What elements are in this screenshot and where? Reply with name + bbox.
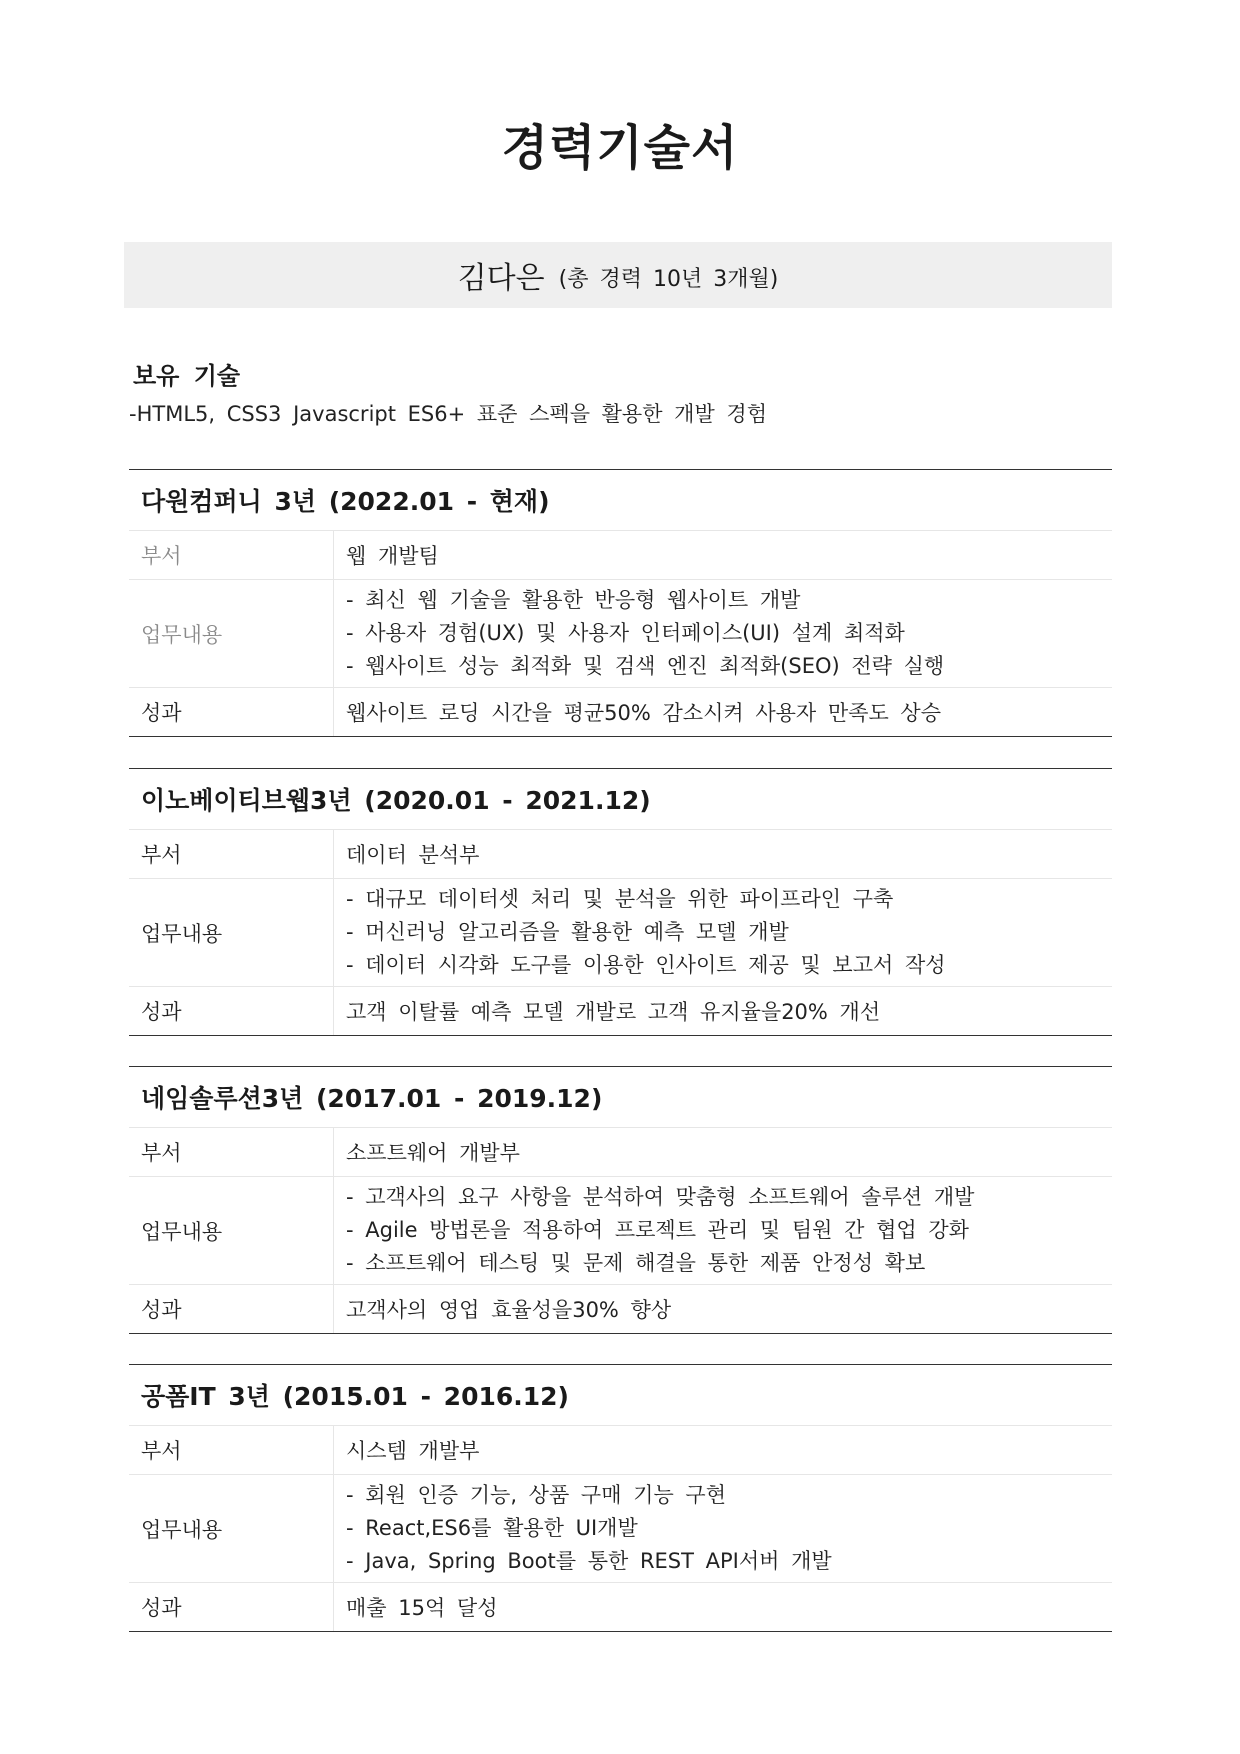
department-label: 부서 xyxy=(129,531,334,579)
duty-item: - Agile 방법론을 적용하여 프로젝트 관리 및 팀원 간 협업 강화 xyxy=(346,1218,969,1242)
duties-row xyxy=(129,1177,1112,1285)
career-header: 다원컴퍼니 3년 (2022.01 - 현재) xyxy=(129,470,1112,531)
duties-label: 업무내용 xyxy=(129,580,334,687)
duty-item: - 머신러닝 알고리즘을 활용한 예측 모델 개발 xyxy=(346,920,789,944)
duty-item: - Java, Spring Boot를 통한 REST API서버 개발 xyxy=(346,1549,832,1573)
career-block xyxy=(129,768,1112,1036)
duties-label: 업무내용 xyxy=(129,1177,334,1284)
total-career: (총 경력 10년 3개월) xyxy=(558,266,779,292)
duty-item: - 웹사이트 성능 최적화 및 검색 엔진 최적화(SEO) 전략 실행 xyxy=(346,654,945,678)
department-value: 시스템 개발부 xyxy=(346,1439,480,1463)
achievement-label: 성과 xyxy=(129,987,334,1035)
career-block xyxy=(129,1066,1112,1334)
department-label: 부서 xyxy=(129,1128,334,1176)
achievement-label: 성과 xyxy=(129,1285,334,1333)
duty-item: - 사용자 경험(UX) 및 사용자 인터페이스(UI) 설계 최적화 xyxy=(346,621,905,645)
achievement-value: 매출 15억 달성 xyxy=(346,1596,498,1620)
department-label: 부서 xyxy=(129,1426,334,1474)
department-label: 부서 xyxy=(129,830,334,878)
duties-label: 업무내용 xyxy=(129,1475,334,1582)
duties-label: 업무내용 xyxy=(129,879,334,986)
department-value: 소프트웨어 개발부 xyxy=(346,1141,520,1165)
department-value: 데이터 분석부 xyxy=(346,843,480,867)
career-header: 공폼IT 3년 (2015.01 - 2016.12) xyxy=(129,1365,1112,1426)
achievement-value: 고객사의 영업 효율성을30% 향상 xyxy=(346,1298,672,1322)
profile-name: 김다은 xyxy=(457,261,545,296)
achievement-label: 성과 xyxy=(129,688,334,736)
department-row xyxy=(129,531,1112,580)
duties-row xyxy=(129,879,1112,987)
achievement-row xyxy=(129,1285,1112,1333)
career-block xyxy=(129,469,1112,737)
duty-item: - 회원 인증 기능, 상품 구매 기능 구현 xyxy=(346,1483,726,1507)
department-row xyxy=(129,830,1112,879)
document-title: 경력기술서 xyxy=(501,120,739,176)
skills-heading: 보유 기술 xyxy=(133,362,241,390)
duty-item: - 최신 웹 기술을 활용한 반응형 웹사이트 개발 xyxy=(346,588,801,612)
career-header: 네임솔루션3년 (2017.01 - 2019.12) xyxy=(129,1067,1112,1128)
achievement-value: 고객 이탈률 예측 모델 개발로 고객 유지율을20% 개선 xyxy=(346,1000,881,1024)
duties-row xyxy=(129,580,1112,688)
duty-item: - 소프트웨어 테스팅 및 문제 해결을 통한 제품 안정성 확보 xyxy=(346,1251,926,1275)
duty-item: - React,ES6를 활용한 UI개발 xyxy=(346,1516,638,1540)
achievement-row xyxy=(129,1583,1112,1631)
skills-line: -HTML5, CSS3 Javascript ES6+ 표준 스펙을 활용한 개발 경험 xyxy=(129,402,768,426)
department-row xyxy=(129,1128,1112,1177)
career-block xyxy=(129,1364,1112,1632)
career-header: 이노베이티브웹3년 (2020.01 - 2021.12) xyxy=(129,769,1112,830)
duties-list xyxy=(334,1475,1112,1582)
achievement-label: 성과 xyxy=(129,1583,334,1631)
duties-row xyxy=(129,1475,1112,1583)
duties-list xyxy=(334,879,1112,986)
achievement-row xyxy=(129,987,1112,1035)
department-row xyxy=(129,1426,1112,1475)
department-value: 웹 개발팀 xyxy=(346,544,439,568)
duty-item: - 대규모 데이터셋 처리 및 분석을 위한 파이프라인 구축 xyxy=(346,887,894,911)
achievement-value: 웹사이트 로딩 시간을 평균50% 감소시켜 사용자 만족도 상승 xyxy=(346,701,941,725)
duties-list xyxy=(334,1177,1112,1284)
duty-item: - 데이터 시각화 도구를 이용한 인사이트 제공 및 보고서 작성 xyxy=(346,953,946,977)
profile-band xyxy=(124,242,1112,308)
achievement-row xyxy=(129,688,1112,736)
duty-item: - 고객사의 요구 사항을 분석하여 맞춤형 소프트웨어 솔루션 개발 xyxy=(346,1185,975,1209)
duties-list xyxy=(334,580,1112,687)
